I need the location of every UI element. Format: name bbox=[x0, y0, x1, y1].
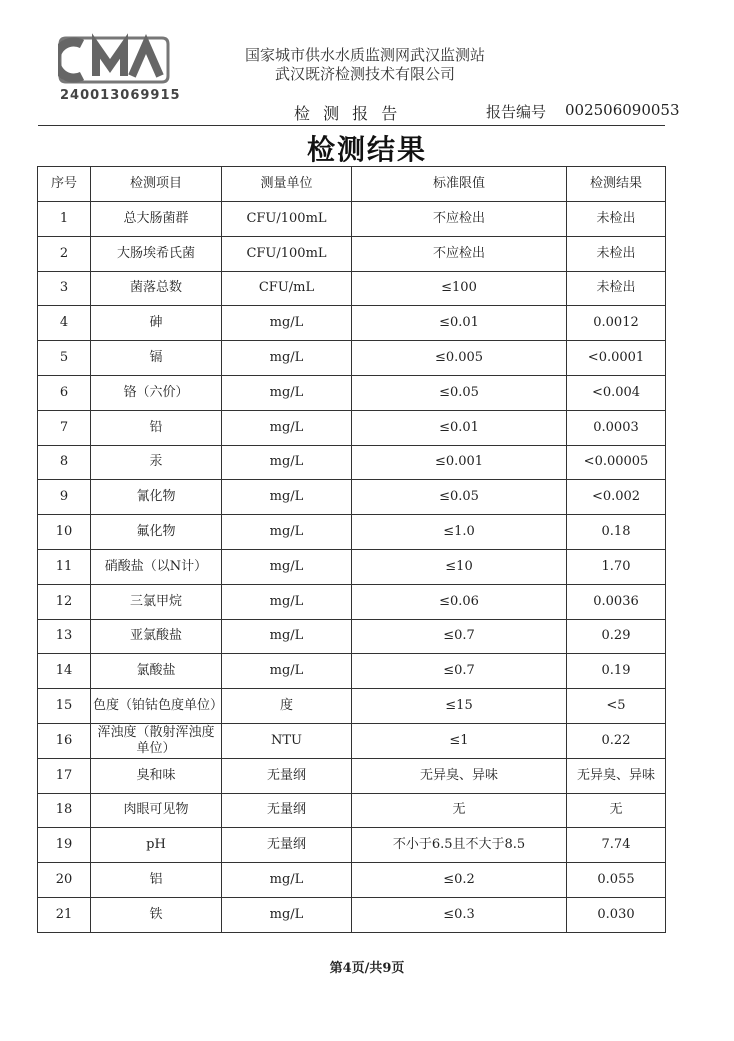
cell-unit: mg/L bbox=[222, 619, 352, 654]
cell-unit: mg/L bbox=[222, 549, 352, 584]
cell-no: 20 bbox=[38, 863, 91, 898]
report-label: 检 测 报 告 bbox=[294, 104, 402, 123]
page-title: 检测结果 bbox=[306, 133, 427, 166]
table-row bbox=[38, 410, 666, 445]
cell-result: <5 bbox=[567, 689, 666, 724]
cell-item: 菌落总数 bbox=[91, 271, 222, 306]
cell-no: 5 bbox=[38, 341, 91, 376]
org-name-line1: 国家城市供水水质监测网武汉监测站 bbox=[244, 46, 485, 64]
cell-item: 氯酸盐 bbox=[91, 654, 222, 689]
table-row bbox=[38, 793, 666, 828]
cell-no: 18 bbox=[38, 793, 91, 828]
cell-unit: mg/L bbox=[222, 306, 352, 341]
cell-item: pH bbox=[91, 828, 222, 863]
cell-unit: mg/L bbox=[222, 863, 352, 898]
cell-result: 7.74 bbox=[567, 828, 666, 863]
table-row bbox=[38, 236, 666, 271]
cell-item: 大肠埃希氏菌 bbox=[91, 236, 222, 271]
cell-unit: mg/L bbox=[222, 410, 352, 445]
cell-no: 7 bbox=[38, 410, 91, 445]
cell-no: 13 bbox=[38, 619, 91, 654]
table-row bbox=[38, 897, 666, 932]
cell-unit: mg/L bbox=[222, 584, 352, 619]
cell-unit: mg/L bbox=[222, 375, 352, 410]
cell-result: 0.29 bbox=[567, 619, 666, 654]
report-no-label: 报告编号 bbox=[486, 103, 547, 121]
cell-limit: ≤1 bbox=[352, 723, 567, 758]
cell-limit: ≤0.01 bbox=[352, 306, 567, 341]
cell-unit: 无量纲 bbox=[222, 793, 352, 828]
table-row bbox=[38, 584, 666, 619]
cell-result: 0.0036 bbox=[567, 584, 666, 619]
cell-item: 汞 bbox=[91, 445, 222, 480]
cell-no: 10 bbox=[38, 515, 91, 550]
cell-result: <0.0001 bbox=[567, 341, 666, 376]
cell-item: 亚氯酸盐 bbox=[91, 619, 222, 654]
cell-limit: ≤0.7 bbox=[352, 654, 567, 689]
table-row bbox=[38, 515, 666, 550]
cell-item: 色度（铂钴色度单位） bbox=[91, 689, 222, 724]
org-name-line2: 武汉既济检测技术有限公司 bbox=[274, 65, 455, 83]
report-header-line bbox=[38, 97, 680, 126]
table-row bbox=[38, 689, 666, 724]
cell-result: 0.22 bbox=[567, 723, 666, 758]
cell-no: 19 bbox=[38, 828, 91, 863]
cell-no: 17 bbox=[38, 758, 91, 793]
table-row bbox=[38, 758, 666, 793]
cell-item: 氰化物 bbox=[91, 480, 222, 515]
cell-result: 0.0012 bbox=[567, 306, 666, 341]
header-result: 检测结果 bbox=[567, 167, 666, 202]
cell-limit: 不应检出 bbox=[352, 236, 567, 271]
cell-result: <0.004 bbox=[567, 375, 666, 410]
cell-item: 铬（六价） bbox=[91, 375, 222, 410]
cell-item: 总大肠菌群 bbox=[91, 202, 222, 237]
cell-result: 无 bbox=[567, 793, 666, 828]
cell-result: 0.0003 bbox=[567, 410, 666, 445]
cell-unit: mg/L bbox=[222, 445, 352, 480]
cell-no: 2 bbox=[38, 236, 91, 271]
cell-limit: 无 bbox=[352, 793, 567, 828]
cell-result: 未检出 bbox=[567, 202, 666, 237]
table-row bbox=[38, 549, 666, 584]
cell-limit: 不应检出 bbox=[352, 202, 567, 237]
cell-limit: ≤0.7 bbox=[352, 619, 567, 654]
cell-result: 无异臭、异味 bbox=[567, 758, 666, 793]
cell-limit: ≤10 bbox=[352, 549, 567, 584]
cell-no: 16 bbox=[38, 723, 91, 758]
cell-unit: NTU bbox=[222, 723, 352, 758]
cell-limit: 无异臭、异味 bbox=[352, 758, 567, 793]
cell-limit: ≤100 bbox=[352, 271, 567, 306]
table-row bbox=[38, 654, 666, 689]
cell-item: 臭和味 bbox=[91, 758, 222, 793]
cell-unit: 无量纲 bbox=[222, 758, 352, 793]
cell-limit: ≤0.05 bbox=[352, 480, 567, 515]
cell-item: 砷 bbox=[91, 306, 222, 341]
header-no: 序号 bbox=[38, 167, 91, 202]
cell-result: 1.70 bbox=[567, 549, 666, 584]
header-limit: 标准限值 bbox=[352, 167, 567, 202]
cell-item: 铅 bbox=[91, 410, 222, 445]
table-row bbox=[38, 619, 666, 654]
cell-item: 硝酸盐（以N计） bbox=[91, 549, 222, 584]
cell-no: 4 bbox=[38, 306, 91, 341]
table-row bbox=[38, 202, 666, 237]
header-unit: 测量单位 bbox=[222, 167, 352, 202]
cell-item: 氟化物 bbox=[91, 515, 222, 550]
results-table bbox=[37, 166, 666, 933]
table-row bbox=[38, 723, 666, 758]
cell-item: 浑浊度（散射浑浊度单位） bbox=[91, 723, 222, 758]
table-row bbox=[38, 341, 666, 376]
table-row bbox=[38, 480, 666, 515]
cma-logo bbox=[58, 32, 178, 88]
table-row bbox=[38, 828, 666, 863]
cell-unit: CFU/mL bbox=[222, 271, 352, 306]
cell-item: 铝 bbox=[91, 863, 222, 898]
cell-no: 1 bbox=[38, 202, 91, 237]
cell-result: 未检出 bbox=[567, 271, 666, 306]
cell-item: 肉眼可见物 bbox=[91, 793, 222, 828]
cell-item: 铁 bbox=[91, 897, 222, 932]
cell-limit: ≤0.3 bbox=[352, 897, 567, 932]
cell-result: <0.00005 bbox=[567, 445, 666, 480]
report-number: 002506090053 bbox=[565, 101, 680, 119]
table-header-row bbox=[38, 167, 666, 202]
cell-limit: ≤0.01 bbox=[352, 410, 567, 445]
cell-limit: ≤0.001 bbox=[352, 445, 567, 480]
cell-unit: CFU/100mL bbox=[222, 202, 352, 237]
cell-limit: ≤0.2 bbox=[352, 863, 567, 898]
page-number: 第4页/共9页 bbox=[329, 961, 405, 976]
cell-no: 9 bbox=[38, 480, 91, 515]
cell-unit: mg/L bbox=[222, 897, 352, 932]
cell-no: 6 bbox=[38, 375, 91, 410]
cell-result: 0.030 bbox=[567, 897, 666, 932]
cell-item: 三氯甲烷 bbox=[91, 584, 222, 619]
cell-limit: 不小于6.5且不大于8.5 bbox=[352, 828, 567, 863]
cell-item: 镉 bbox=[91, 341, 222, 376]
cell-no: 8 bbox=[38, 445, 91, 480]
cell-limit: ≤1.0 bbox=[352, 515, 567, 550]
table-body bbox=[38, 202, 666, 933]
cell-no: 11 bbox=[38, 549, 91, 584]
cell-limit: ≤0.06 bbox=[352, 584, 567, 619]
cell-result: 0.055 bbox=[567, 863, 666, 898]
table-row bbox=[38, 863, 666, 898]
cell-unit: 度 bbox=[222, 689, 352, 724]
cell-no: 15 bbox=[38, 689, 91, 724]
cert-number: 240013069915 bbox=[60, 88, 181, 103]
cell-no: 3 bbox=[38, 271, 91, 306]
table-row bbox=[38, 271, 666, 306]
cell-no: 21 bbox=[38, 897, 91, 932]
cell-no: 12 bbox=[38, 584, 91, 619]
cell-no: 14 bbox=[38, 654, 91, 689]
cell-unit: mg/L bbox=[222, 654, 352, 689]
table-row bbox=[38, 306, 666, 341]
cell-result: 未检出 bbox=[567, 236, 666, 271]
cell-result: 0.19 bbox=[567, 654, 666, 689]
cell-unit: 无量纲 bbox=[222, 828, 352, 863]
cell-limit: ≤15 bbox=[352, 689, 567, 724]
cell-result: <0.002 bbox=[567, 480, 666, 515]
header-item: 检测项目 bbox=[91, 167, 222, 202]
table-row bbox=[38, 375, 666, 410]
cell-unit: mg/L bbox=[222, 341, 352, 376]
cell-result: 0.18 bbox=[567, 515, 666, 550]
table-row bbox=[38, 445, 666, 480]
cell-limit: ≤0.05 bbox=[352, 375, 567, 410]
cell-unit: mg/L bbox=[222, 480, 352, 515]
cell-unit: mg/L bbox=[222, 515, 352, 550]
cell-limit: ≤0.005 bbox=[352, 341, 567, 376]
cell-unit: CFU/100mL bbox=[222, 236, 352, 271]
